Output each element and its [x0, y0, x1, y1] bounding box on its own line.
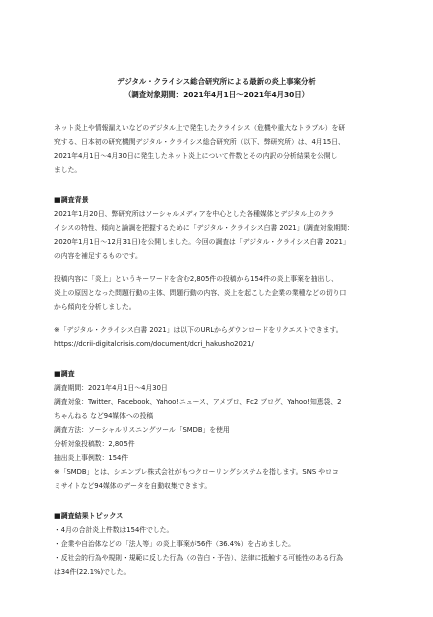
topic-item: は34件(22.1%)でした。 — [54, 568, 131, 576]
topic-item: ・企業や自治体などの「法人等」の炎上事案が56件（36.4%）を占めました。 — [54, 540, 295, 548]
survey-line: ミサイトなど94媒体のデータを自動収集できます。 — [54, 482, 212, 490]
download-note: ※「デジタル・クライシス白書 2021」は以下のURLからダウンロードをリクエストできます。 — [54, 326, 343, 334]
document-subtitle: （調査対象期間：2021年4月1日〜2021年4月30日） — [123, 90, 310, 99]
intro-line: ました。 — [54, 166, 82, 174]
background-line: の内容を補足するものです。 — [54, 252, 142, 260]
intro-line: ネット炎上や情報漏えいなどのデジタル上で発生したクライシス（危機や重大なトラブル）を研 — [54, 124, 346, 132]
download-url: https://dcrii-digitalcrisis.com/document/dcri_hakusho2021/ — [54, 340, 254, 348]
survey-line: 調査対象：Twitter、Facebook、Yahoo!ニュース、アメブロ、Fc2 ブログ、Yahoo!知恵袋、2 — [54, 398, 342, 406]
topics-heading: ■調査結果トピックス — [54, 512, 124, 520]
survey-line: 調査期間：2021年4月1日〜4月30日 — [54, 384, 168, 392]
topic-item: ・反社会的行為や規則・規範に反した行為（の告白・予告）、法律に抵触する可能性のある行為 — [54, 554, 343, 562]
survey-line: ※「SMDB」とは、シエンプレ株式会社がもつクローリングシステムを指します。SNS やロコ — [54, 468, 339, 476]
method-line: 投稿内容に「炎上」というキーワードを含む2,805件の投稿から154件の炎上事案を抽出し、 — [54, 275, 338, 283]
survey-line: ちゃんねる など94媒体への投稿 — [54, 412, 154, 420]
topic-item: ・4月の合計炎上件数は154件でした。 — [54, 526, 174, 534]
intro-line: 2021年4月1日〜4月30日に発生したネット炎上について件数とその内訳の分析結果を公開し — [54, 152, 338, 160]
document-title: デジタル・クライシス総合研究所による最新の炎上事案分析 — [117, 77, 316, 86]
background-line: 2021年1月20日、弊研究所はソーシャルメディアを中心とした各種媒体とデジタル上のクラ — [54, 210, 335, 218]
survey-line: 抽出炎上事例数：154件 — [54, 454, 129, 462]
background-heading: ■調査背景 — [54, 196, 89, 204]
survey-line: 分析対象投稿数：2,805件 — [54, 440, 135, 448]
method-line: 炎上の原因となった問題行動の主体、問題行動の内容、炎上を起こした企業の業種などの切り口 — [54, 289, 347, 297]
method-line: から傾向を分析しました。 — [54, 303, 136, 311]
survey-heading: ■調査 — [54, 370, 75, 378]
survey-line: 調査方法：ソーシャルリスニングツール「SMDB」を使用 — [54, 426, 230, 434]
intro-line: 究する、日本初の研究機関デジタル・クライシス総合研究所（以下、弊研究所）は、4月15日、 — [54, 138, 345, 146]
background-line: 2020年1月1日〜12月31日)を公開しました。今回の調査は「デジタル・クライシス白書 2021」 — [54, 238, 350, 246]
background-line: イシスの特性、傾向と論調を把握するために「デジタル・クライシス白書 2021」(調査対象期間： — [54, 224, 354, 232]
